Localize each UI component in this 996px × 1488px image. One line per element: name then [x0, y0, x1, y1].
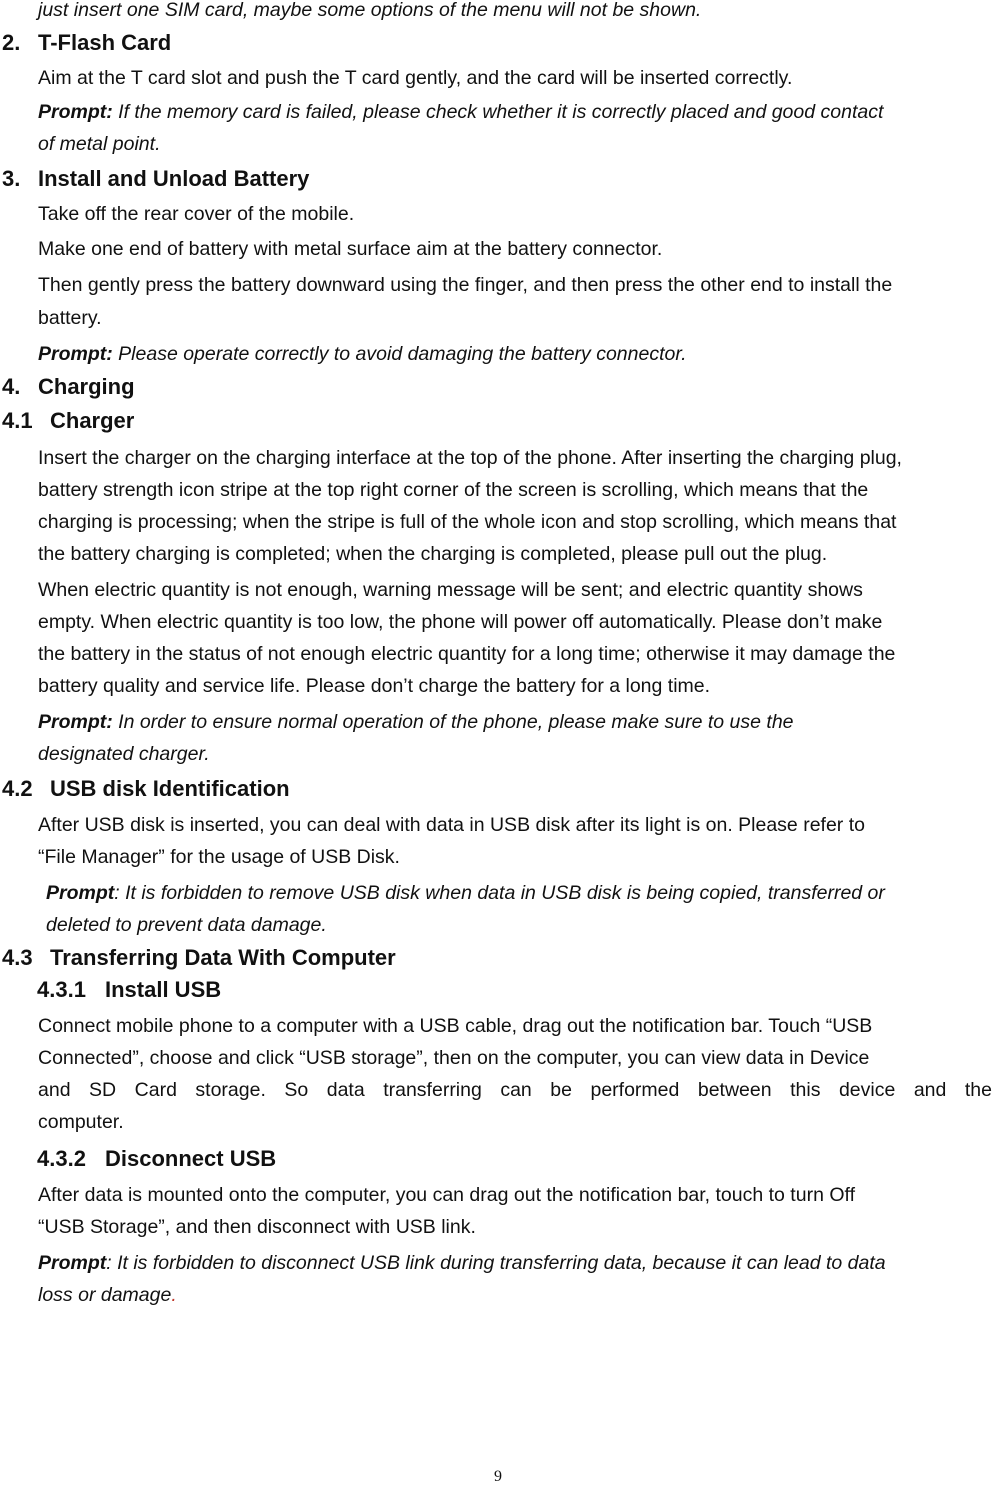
heading-number: 4.1 [2, 408, 33, 433]
prompt-line [38, 100, 883, 124]
prompt-text: It is forbidden to remove USB disk when data in USB disk is being copied, transferred or [125, 882, 885, 904]
prompt-line [38, 710, 794, 734]
paragraph: Insert the charger on the charging interface at the top of the phone. After inserting the charging plug, [38, 447, 902, 469]
heading-t-flash-card [2, 30, 171, 56]
heading-install-usb [37, 977, 221, 1003]
paragraph: When electric quantity is not enough, warning message will be sent; and electric quantity shows [38, 579, 863, 601]
prompt-line [38, 342, 687, 366]
prompt-label: Prompt: [38, 343, 113, 365]
prompt-label: Prompt [38, 1252, 107, 1274]
prompt-text: It is forbidden to disconnect USB link during transferring data, because it can lead to data [117, 1252, 886, 1274]
paragraph: Connected”, choose and click “USB storage”, then on the computer, you can view data in Device [38, 1047, 870, 1069]
prompt-text: In order to ensure normal operation of the phone, please make sure to use the [118, 711, 794, 733]
paragraph: After USB disk is inserted, you can deal with data in USB disk after its light is on. Please refer to [38, 814, 865, 836]
heading-disconnect-usb [37, 1146, 276, 1172]
prompt-text: loss or damage [38, 1284, 172, 1306]
heading-text: Install USB [105, 977, 222, 1002]
heading-usb-disk [2, 776, 290, 802]
paragraph: Make one end of battery with metal surface aim at the battery connector. [38, 238, 663, 260]
paragraph: the battery in the status of not enough electric quantity for a long time; otherwise it may damage the [38, 643, 896, 665]
paragraph: “File Manager” for the usage of USB Disk. [38, 846, 400, 868]
heading-number: 4. [2, 374, 21, 399]
heading-charging [2, 374, 135, 400]
heading-text: Charging [38, 374, 135, 399]
prompt-line: of metal point. [38, 133, 161, 155]
heading-number: 2. [2, 30, 21, 55]
prompt-label: Prompt: [38, 101, 113, 123]
paragraph: battery. [38, 307, 102, 329]
paragraph: Take off the rear cover of the mobile. [38, 203, 355, 225]
heading-text: T-Flash Card [38, 30, 172, 55]
paragraph: battery quality and service life. Please don’t charge the battery for a long time. [38, 675, 711, 697]
prompt-line [38, 1251, 886, 1275]
heading-install-battery [2, 166, 309, 192]
heading-text: Charger [50, 408, 135, 433]
heading-charger [2, 408, 134, 434]
heading-text: Transferring Data With Computer [50, 945, 396, 970]
prompt-text: Please operate correctly to avoid damaging the battery connector. [118, 343, 687, 365]
paragraph: Then gently press the battery downward using the finger, and then press the other end to install the [38, 274, 893, 296]
paragraph: charging is processing; when the stripe is full of the whole icon and stop scrolling, which means that [38, 511, 897, 533]
page-number: 9 [494, 1468, 502, 1485]
paragraph: empty. When electric quantity is too low, the phone will power off automatically. Please don’t make [38, 611, 883, 633]
paragraph: the battery charging is completed; when the charging is completed, please pull out the plug. [38, 543, 828, 565]
heading-number: 3. [2, 166, 21, 191]
prompt-text: If the memory card is failed, please check whether it is correctly placed and good contact [118, 101, 884, 123]
heading-text: USB disk Identification [50, 776, 290, 801]
prompt-line: deleted to prevent data damage. [46, 914, 327, 936]
heading-text: Disconnect USB [105, 1146, 277, 1171]
prompt-line [46, 881, 885, 905]
prompt-label: Prompt: [38, 711, 113, 733]
prompt-line: designated charger. [38, 743, 210, 765]
prompt-colon: : [114, 882, 120, 904]
heading-text: Install and Unload Battery [38, 166, 310, 191]
heading-number: 4.3 [2, 945, 33, 970]
heading-number: 4.3.2 [37, 1146, 86, 1171]
continuation-text: just insert one SIM card, maybe some options of the menu will not be shown. [38, 0, 702, 21]
prompt-line [38, 1283, 177, 1307]
paragraph: Aim at the T card slot and push the T card gently, and the card will be inserted correctly. [38, 67, 793, 89]
paragraph: computer. [38, 1111, 124, 1133]
heading-transferring-data [2, 945, 396, 971]
heading-number: 4.2 [2, 776, 33, 801]
paragraph: battery strength icon stripe at the top right corner of the screen is scrolling, which means that the [38, 479, 869, 501]
prompt-label: Prompt [46, 882, 115, 904]
paragraph: Connect mobile phone to a computer with a USB cable, drag out the notification bar. Touch “USB [38, 1015, 873, 1037]
paragraph: After data is mounted onto the computer, you can drag out the notification bar, touch to turn Off [38, 1184, 855, 1206]
heading-number: 4.3.1 [37, 977, 86, 1002]
prompt-colon: : [106, 1252, 112, 1274]
paragraph: “USB Storage”, and then disconnect with USB link. [38, 1216, 476, 1238]
paragraph: and SD Card storage. So data transferring can be performed between this device and the [38, 1079, 992, 1101]
prompt-period: . [171, 1284, 177, 1306]
